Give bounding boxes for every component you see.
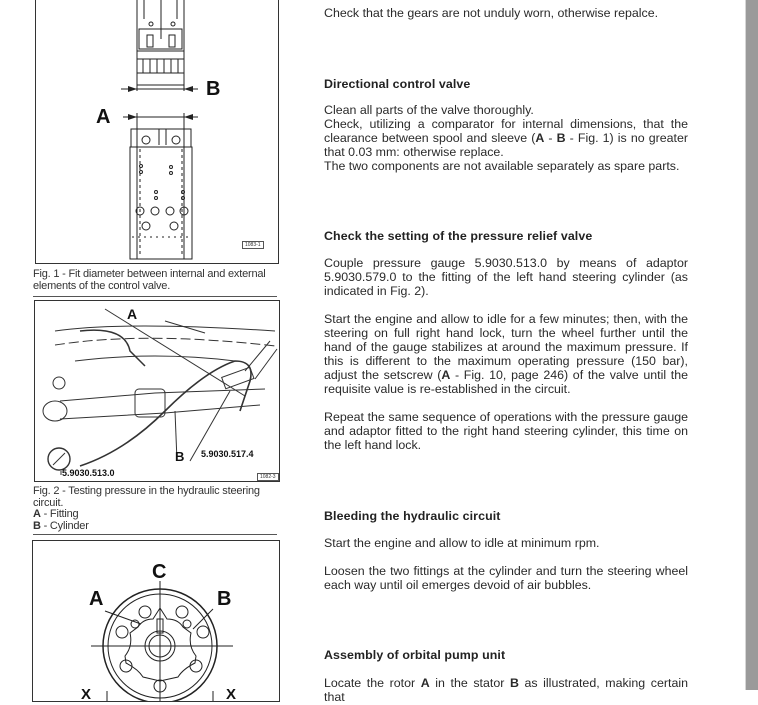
heading-bleeding-hydraulic-circuit: Bleeding the hydraulic circuit — [324, 509, 501, 523]
heading-assembly-orbital-pump: Assembly of orbital pump unit — [324, 648, 506, 662]
bleed-loosen-text: Loosen the two fittings at the cylinder and turn the steering wheel each way until oil emerges devoid of air bubbles. — [324, 564, 688, 592]
fig3-label-b: B — [217, 588, 232, 610]
dcv-paragraph — [324, 104, 688, 174]
asm-rotor-text: Locate the rotor A in the stator B as illustrated, making certain that — [324, 676, 688, 704]
fig3-label-c: C — [152, 561, 167, 583]
figure-3-orbital-pump — [32, 540, 280, 702]
fig2-legend-a: A - Fitting — [33, 508, 79, 520]
dcv-spare-parts-text: The two components are not available separately as spare parts. — [324, 158, 680, 173]
fig1-label-b: B — [206, 78, 221, 100]
vertical-scrollbar[interactable] — [745, 0, 758, 690]
fig2-label-b: B — [175, 449, 185, 464]
caption-divider — [33, 296, 277, 297]
prv-gauge-text: Couple pressure gauge 5.9030.513.0 by means of adaptor 5.9030.579.0 to the fitting of the left hand steering cylinder (as indicated in Fig. 2). — [324, 256, 688, 298]
fig3-label-x-right: X — [226, 686, 237, 701]
fig1-caption: Fig. 1 - Fit diameter between internal and external elements of the control valve. — [33, 268, 266, 292]
prv-repeat-text: Repeat the same sequence of operations with the pressure gauge and adaptor fitted to the right hand steering cylinder, this time on the left hand lock. — [324, 410, 688, 452]
fig3-label-x-left: X — [81, 686, 92, 701]
fig2-label-a: A — [127, 306, 138, 322]
fig2-label-gauge: 5.9030.513.0 — [62, 468, 115, 478]
gears-check-text: Check that the gears are not unduly worn, otherwise repalce. — [324, 6, 659, 20]
fig2-caption-title: Fig. 2 - Testing pressure in the hydraulic steering circuit. — [33, 485, 260, 509]
fig2-caption — [33, 486, 281, 532]
heading-pressure-relief-valve: Check the setting of the pressure relief valve — [324, 229, 593, 243]
control-valve-drawing — [36, 0, 278, 263]
fig1-code: 1083-1 — [242, 241, 264, 249]
dcv-check-text: Check, utilizing a comparator for internal dimensions, that the clearance between spool and sleeve (A - B - Fig. 1) is no greater that 0.03 mm: otherwise replace. — [324, 116, 688, 159]
prv-procedure-text: Start the engine and allow to idle for a few minutes; then, with the steering on full right hand lock, turn the wheel further until the hand of the gauge stabilizes at around the maximum pressure. If this is different to the maximum operating pressure (150 bar), adjust the setscrew (A - Fig. 10, page 246) of the valve until the requisite value is re-established in the circuit. — [324, 312, 688, 396]
caption-divider — [33, 534, 277, 535]
fig1-label-a: A — [96, 106, 111, 128]
steering-circuit-drawing — [35, 301, 279, 481]
fig3-label-a: A — [89, 588, 104, 610]
heading-directional-control-valve: Directional control valve — [324, 77, 471, 91]
dcv-clean-text: Clean all parts of the valve thoroughly. — [324, 103, 534, 117]
fig2-label-adaptor: 5.9030.517.4 — [201, 449, 254, 459]
fig2-code: 1082-3 — [257, 473, 279, 481]
bleed-start-text: Start the engine and allow to idle at minimum rpm. — [324, 536, 600, 550]
orbital-pump-drawing — [33, 541, 279, 701]
figure-1-control-valve — [35, 0, 279, 264]
fig2-legend-b: B - Cylinder — [33, 519, 89, 532]
figure-2-steering-pressure-test — [34, 300, 280, 482]
